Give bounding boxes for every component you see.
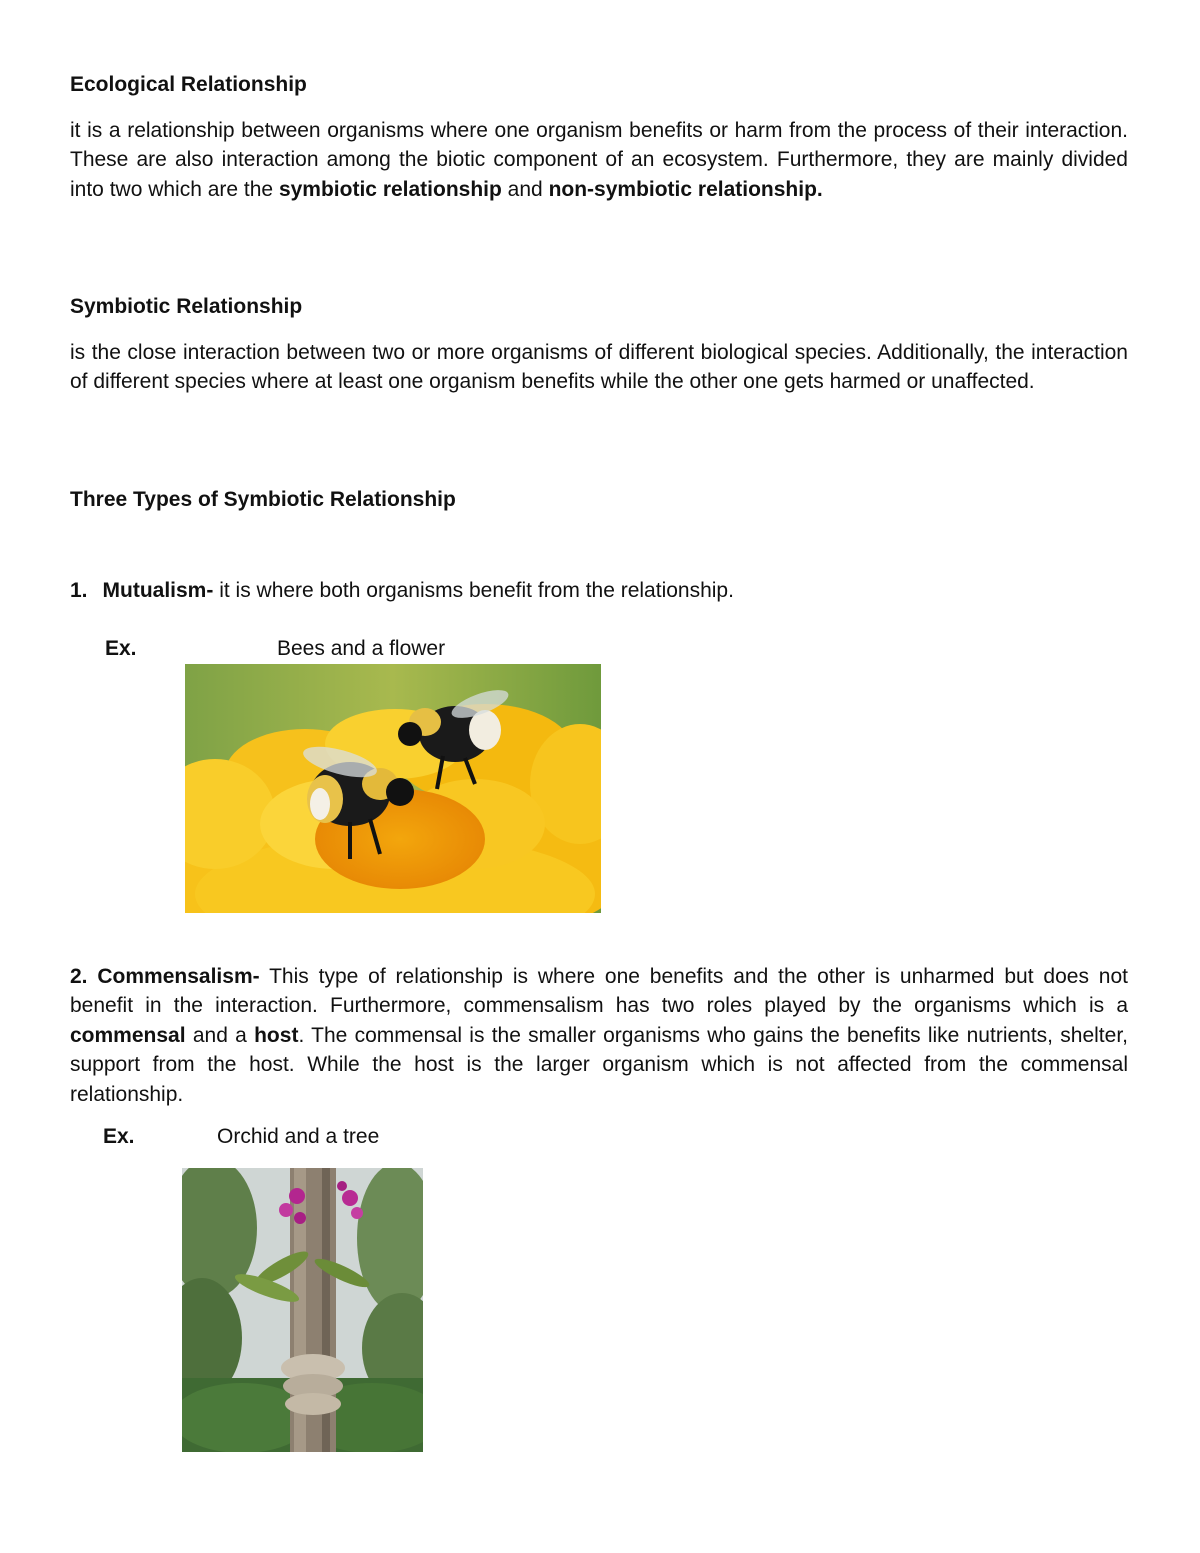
heading-ecological-relationship: Ecological Relationship (70, 73, 307, 96)
heading-symbiotic-relationship: Symbiotic Relationship (70, 295, 303, 318)
mutualism-definition: it is where both organisms benefit from the relationship. (213, 579, 734, 602)
list-number: 2. (70, 965, 88, 988)
text-run: This type of relationship is where one benefits and the other is unharmed but does not benefit in the interaction. Furthermore, commensalism has two roles played by the organisms which is a (70, 965, 1128, 1018)
paragraph-ecological-relationship (70, 116, 1128, 204)
ex-label: Ex. (103, 1125, 135, 1148)
list-item-mutualism (70, 577, 734, 605)
bold-term-host: host (254, 1023, 299, 1047)
bold-term-symbiotic: symbiotic relationship (278, 177, 502, 201)
term-commensalism: Commensalism- (97, 965, 260, 988)
heading-three-types: Three Types of Symbiotic Relationship (70, 488, 456, 511)
ex-label: Ex. (105, 637, 137, 660)
text-run: and (501, 177, 549, 201)
orchid-tree-image (182, 1168, 423, 1452)
bold-term-commensal: commensal (70, 1023, 186, 1047)
text-run: and a (185, 1023, 255, 1047)
bold-term-non-symbiotic: non-symbiotic relationship. (548, 177, 823, 201)
bees-flower-image (185, 664, 601, 913)
term-mutualism: Mutualism- (102, 579, 214, 602)
text-run: it is a relationship between organisms where one organism benefits or harm from the process of their interaction. These are also interaction among the biotic component of an ecosystem. Furthermore, they are mainly divided into two which are the (70, 119, 1128, 201)
paragraph-commensalism (70, 962, 1128, 1109)
paragraph-symbiotic-relationship: is the close interaction between two or more organisms of different biological species. Additionally, the interaction of different species where at least one organism benefits while the other one gets harmed or unaffected. (70, 341, 1128, 394)
example-text-2: Orchid and a tree (217, 1125, 380, 1148)
text-run: . The commensal is the smaller organisms who gains the benefits like nutrients, shelter, support from the host. While the host is the larger organism which is not affected from the commensal relationship. (70, 1023, 1128, 1106)
example-text-1: Bees and a flower (277, 637, 446, 660)
example-label-1 (105, 635, 137, 663)
list-number: 1. (70, 579, 88, 602)
example-label-2 (103, 1123, 135, 1151)
